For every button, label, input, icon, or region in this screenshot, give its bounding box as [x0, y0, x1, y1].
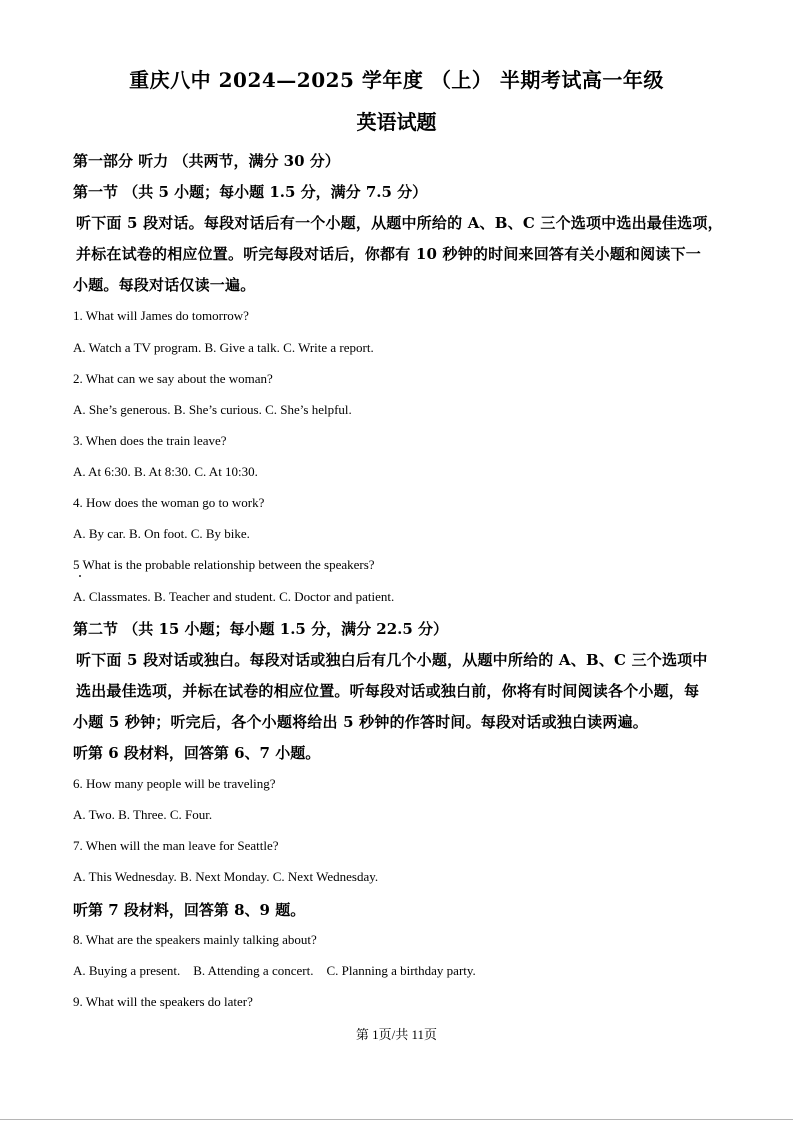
section2-instruction-line: 听下面 5 段对话或独白。每段对话或独白后有几个小题，从题中所给的 A、B、C 三个选项中: [76, 651, 708, 669]
part1-heading: 第一部分 听力 （共两节，满分 30 分）: [73, 152, 340, 170]
section2-heading: 第二节 （共 15 小题；每小题 1.5 分，满分 22.5 分）: [73, 620, 449, 638]
page-number: 第 1页/共 11页: [355, 1027, 438, 1042]
page-bottom-divider: [0, 1119, 793, 1120]
question-7-options: A. This Wednesday. B. Next Monday. C. Next Wednesday.: [73, 869, 379, 884]
question-5-options: A. Classmates. B. Teacher and student. C. Doctor and patient.: [73, 589, 395, 604]
section2-instruction-line: 选出最佳选项，并标在试卷的相应位置。听每段对话或独白前，你将有时间阅读各个小题，每: [76, 682, 700, 700]
material-7-heading: 听第 7 段材料，回答第 8、9 题。: [73, 901, 306, 919]
question-3: 3. When does the train leave?: [73, 433, 227, 448]
question-4: 4. How does the woman go to work?: [73, 495, 265, 510]
exam-subject-title: 英语试题: [356, 110, 437, 134]
question-5: 5 What is the probable relationship between the speakers?: [73, 557, 375, 572]
material-6-heading: 听第 6 段材料，回答第 6、7 小题。: [73, 744, 321, 762]
section1-heading: 第一节 （共 5 小题；每小题 1.5 分，满分 7.5 分）: [73, 183, 428, 201]
question-3-options: A. At 6:30. B. At 8:30. C. At 10:30.: [73, 464, 258, 479]
question-2-options: A. She’s generous. B. She’s curious. C. She’s helpful.: [73, 402, 352, 417]
question-7: 7. When will the man leave for Seattle?: [73, 838, 279, 853]
section1-instruction-line: 听下面 5 段对话。每段对话后有一个小题，从题中所给的 A、B、C 三个选项中选出最佳选项，: [76, 214, 723, 232]
question-1-options: A. Watch a TV program. B. Give a talk. C. Write a report.: [73, 340, 374, 355]
stray-mark: [79, 575, 81, 577]
question-6-options: A. Two. B. Three. C. Four.: [73, 807, 213, 822]
section1-instruction-line: 小题。每段对话仅读一遍。: [73, 276, 256, 294]
question-4-options: A. By car. B. On foot. C. By bike.: [73, 526, 250, 541]
section2-instruction-line: 小题 5 秒钟；听完后，各个小题将给出 5 秒钟的作答时间。每段对话或独白读两遍。: [73, 713, 648, 731]
exam-title: 重庆八中 2024—2025 学年度 （上） 半期考试高一年级: [129, 68, 664, 92]
question-6: 6. How many people will be traveling?: [73, 776, 276, 791]
section1-instruction-line: 并标在试卷的相应位置。听完每段对话后，你都有 10 秒钟的时间来回答有关小题和阅读下一: [76, 245, 701, 263]
question-8-options: A. Buying a present. B. Attending a concert. C. Planning a birthday party.: [73, 963, 476, 978]
question-1: 1. What will James do tomorrow?: [73, 308, 249, 323]
question-9: 9. What will the speakers do later?: [73, 994, 253, 1009]
question-8: 8. What are the speakers mainly talking about?: [73, 932, 317, 947]
question-2: 2. What can we say about the woman?: [73, 371, 273, 386]
